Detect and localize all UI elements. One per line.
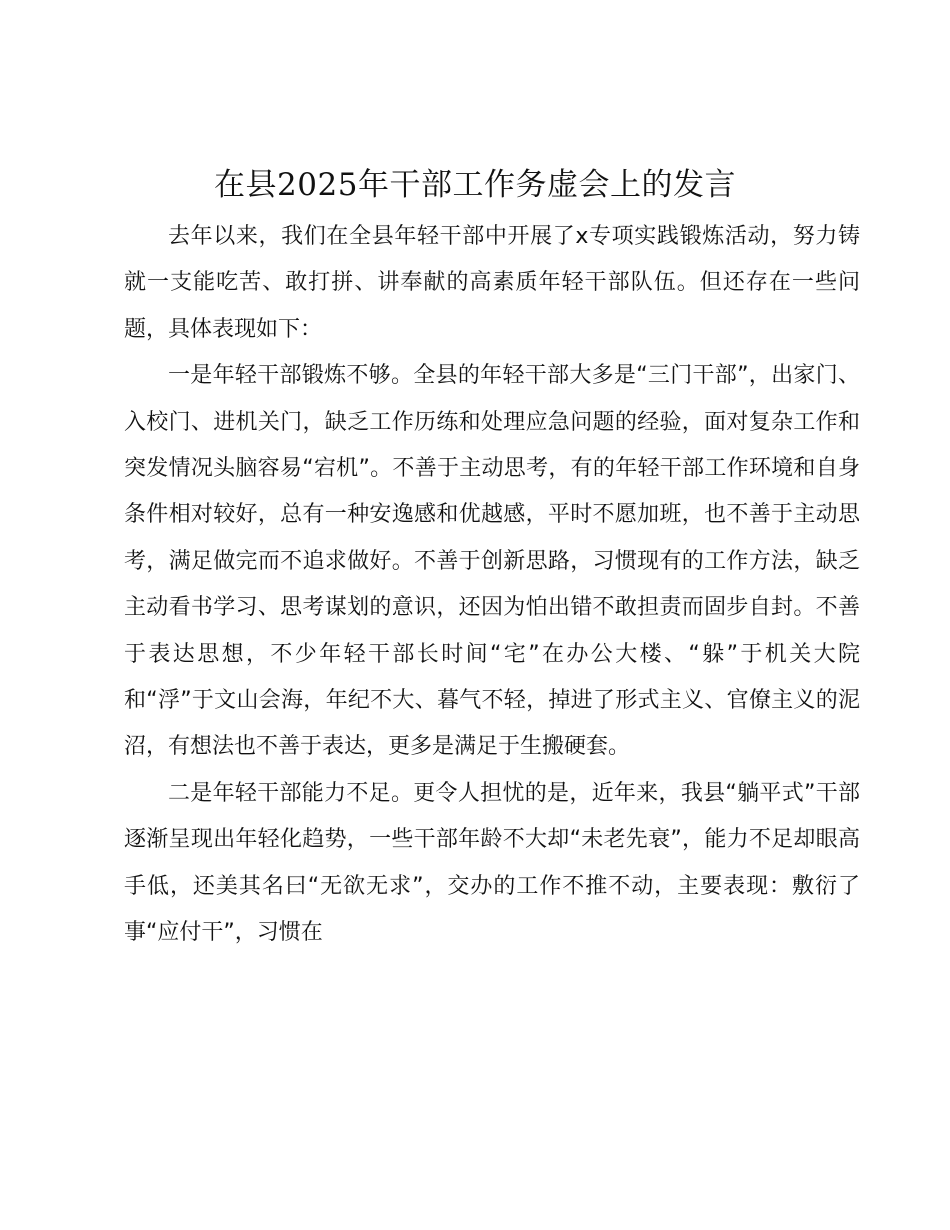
paragraph-point-two: 二是年轻干部能力不足。更令人担忧的是，近年来，我县“躺平式”干部逐渐呈现出年轻化趋势，一些干部年龄不大却“未老先衰”，能力不足却眼高手低，还美其名曰“无欲无求”，交办的工作不推不动，主要表现：敷衍了事“应付干”，习惯在 [124,780,860,946]
paragraph-intro: 去年以来，我们在全县年轻干部中开展了x专项实践锻炼活动，努力铸就一支能吃苦、敢打拼、讲奉献的高素质年轻干部队伍。但还存在一些问题，具体表现如下： [124,224,860,342]
document-title: 在县2025年干部工作务虚会上的发言 [214,167,736,203]
paragraph-point-one: 一是年轻干部锻炼不够。全县的年轻干部大多是“三门干部”，出家门、入校门、进机关门，缺乏工作历练和处理应急问题的经验，面对复杂工作和突发情况头脑容易“宕机”。不善于主动思考，有的年轻干部工作环境和自身条件相对较好，总有一种安逸感和优越感，平时不愿加班，也不善于主动思考，满足做完而不追求做好。不善于创新思路，习惯现有的工作方法，缺乏主动看书学习、思考谋划的意识，还因为怕出错不敢担责而固步自封。不善于表达思想，不少年轻干部长时间“宅”在办公大楼、“躲”于机关大院和“浮”于文山会海，年纪不大、暮气不轻，掉进了形式主义、官僚主义的泥沼，有想法也不善于表达，更多是满足于生搬硬套。 [124,363,860,760]
document-body [124,214,860,957]
